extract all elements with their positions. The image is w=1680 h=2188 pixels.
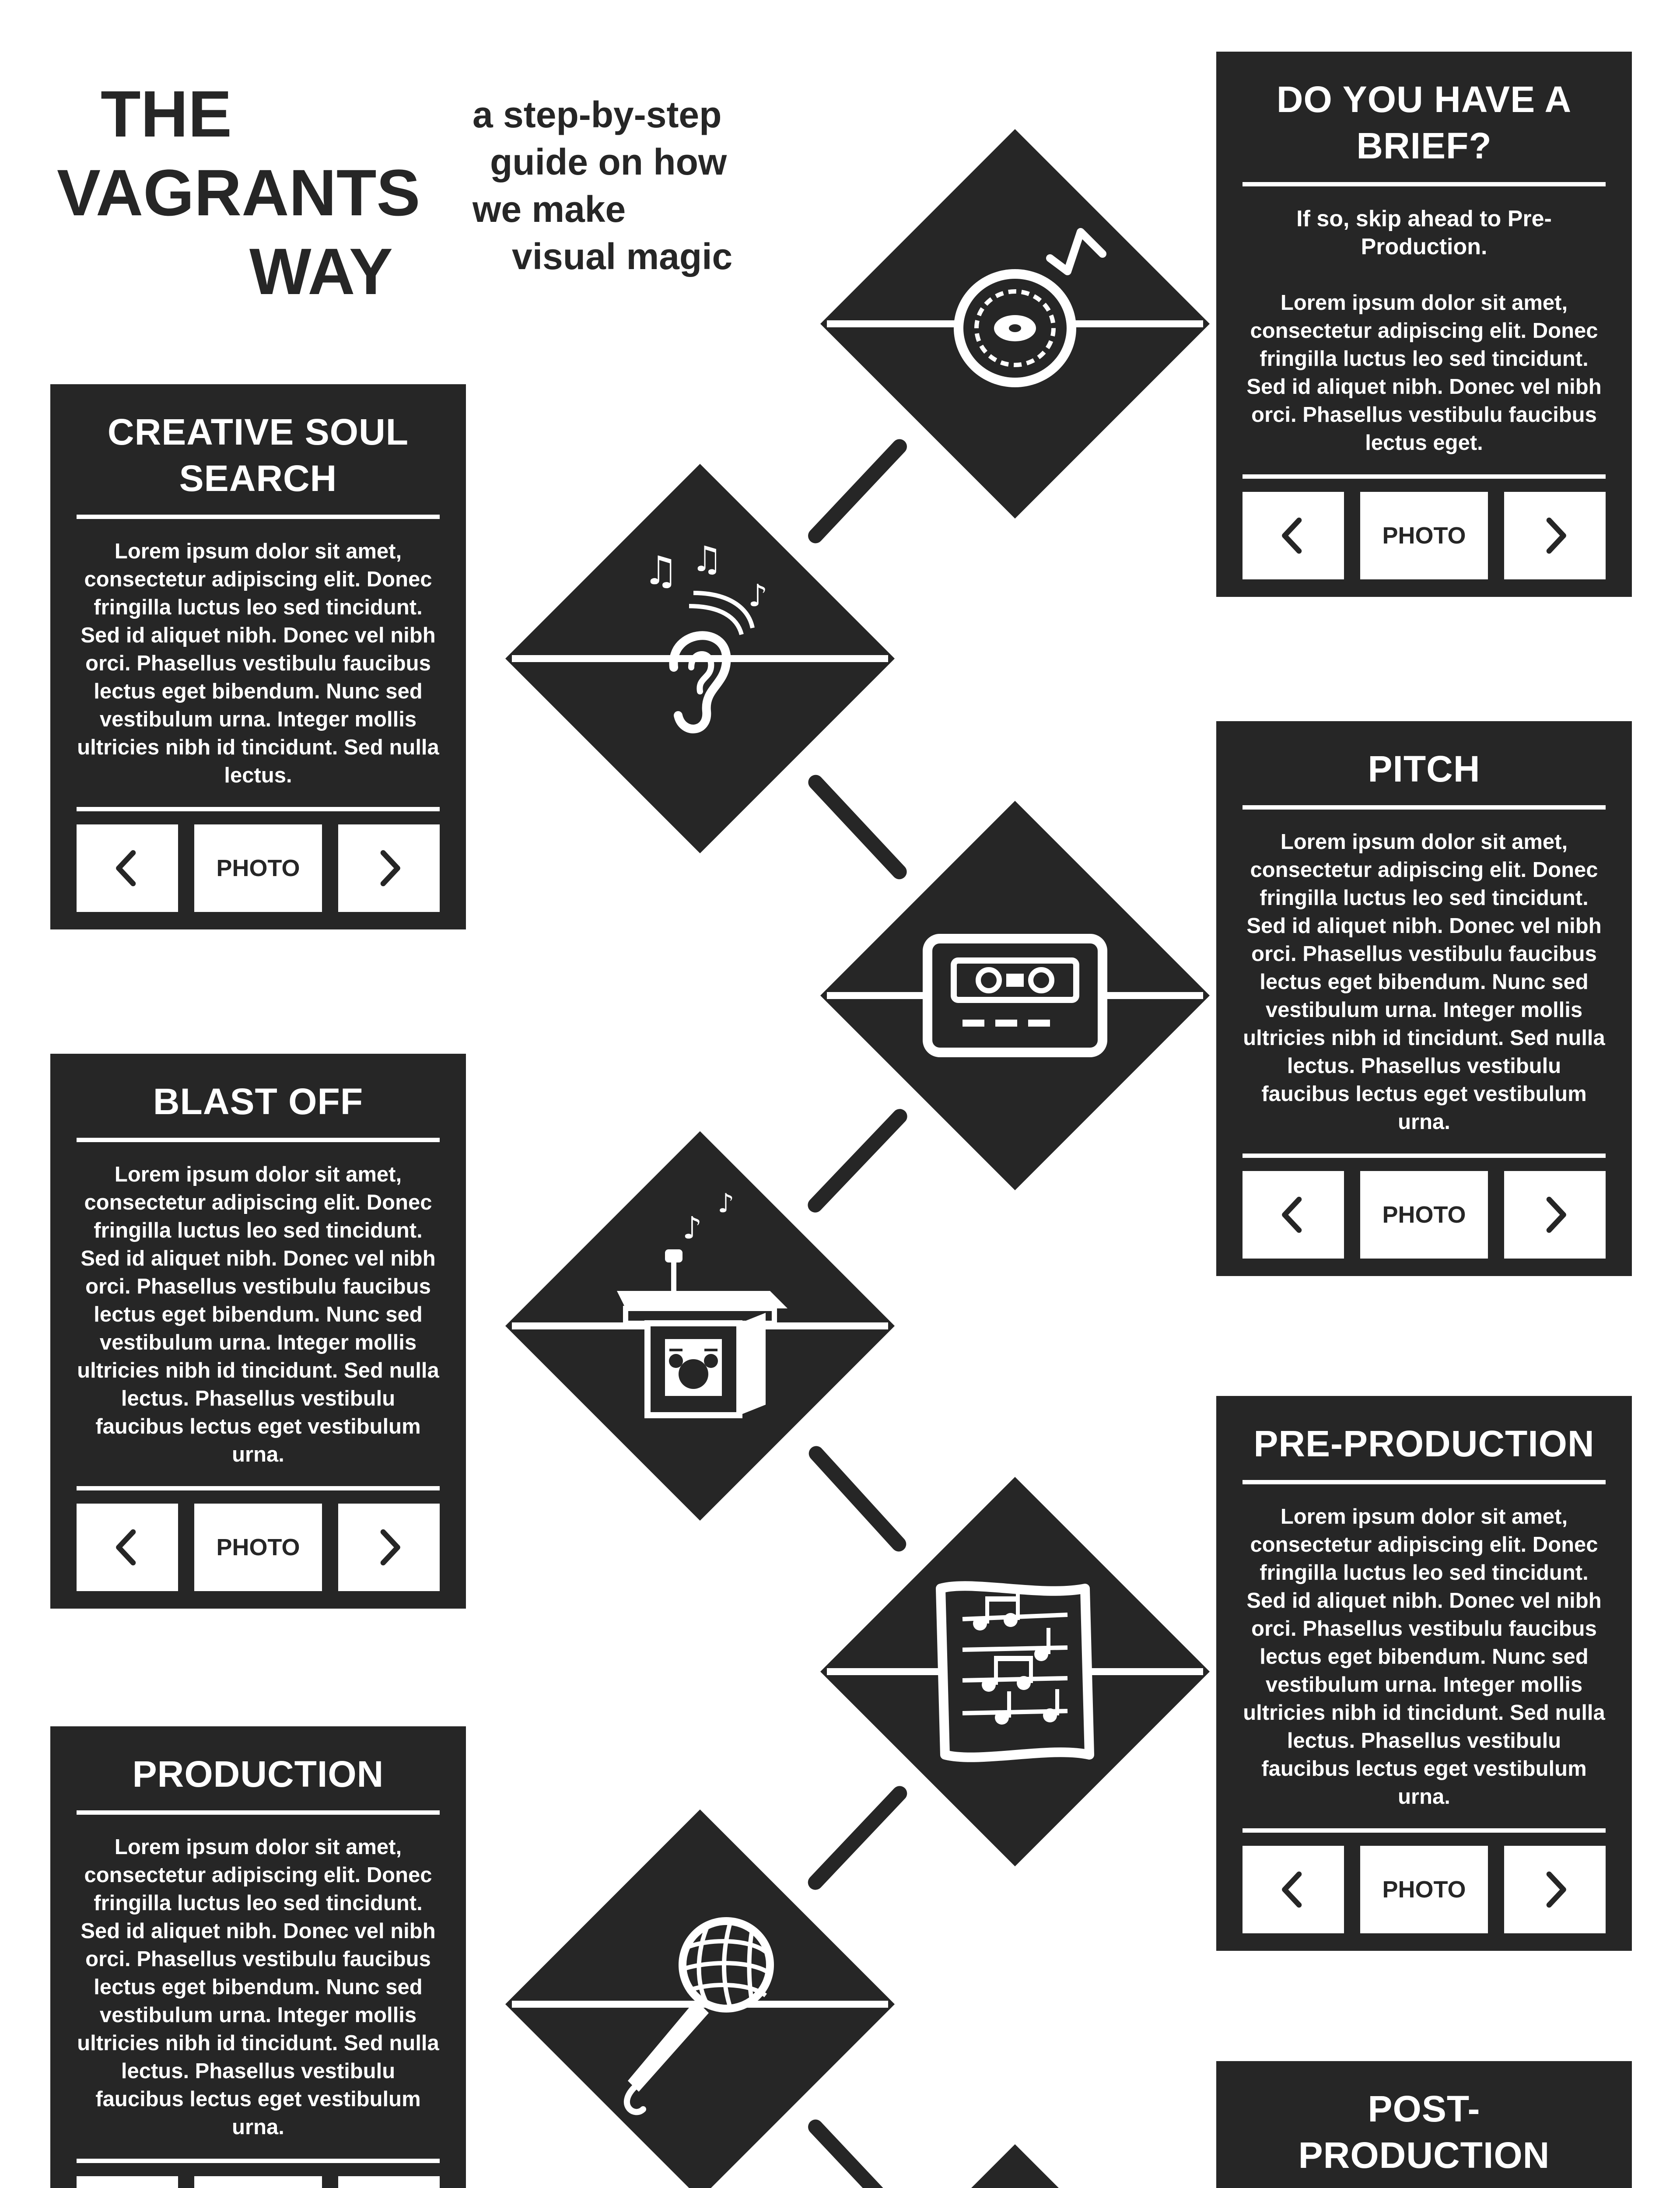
- ear-music-icon: [503, 462, 897, 856]
- title-line: VAGRANTS: [57, 156, 420, 229]
- nav-divider: [77, 1486, 440, 1490]
- page-title: [57, 74, 451, 311]
- previous-photo-button[interactable]: [1242, 492, 1344, 579]
- step-title: PITCH: [1368, 748, 1480, 789]
- monitor-video-icon: [818, 2142, 1212, 2188]
- page-subtitle: [468, 91, 774, 280]
- photo-carousel: [77, 824, 440, 912]
- nav-divider: [77, 2159, 440, 2163]
- next-photo-button[interactable]: [1504, 1171, 1606, 1259]
- step-title: PRE-PRODUCTION: [1253, 1423, 1595, 1464]
- step-subtitle: If so, skip ahead to Pre-Production.: [1296, 206, 1552, 259]
- chevron-left-icon: [103, 844, 151, 892]
- title-divider: [1242, 182, 1606, 186]
- step-title: CREATIVE SOUL SEARCH: [107, 411, 409, 499]
- step-body: Lorem ipsum dolor sit amet, consectetur adipiscing elit. Donec fringilla luctus leo sed tincidunt. Sed id aliquet nibh. Donec vel nibh orci. Phasellus vestibulu faucibus lectus eget bibendum. Nunc sed vestibulum urna. Integer mollis ultricies nibh id tincidunt. Sed nulla lectus. Phasellus vestibulu faucibus lectus eget vestibulum urna.: [1243, 830, 1605, 1134]
- step-body: Lorem ipsum dolor sit amet, consectetur adipiscing elit. Donec fringilla luctus leo sed tincidunt. Sed id aliquet nibh. Donec vel nibh orci. Phasellus vestibulu faucibus lectus eget bibendum. Nunc sed vestibulum urna. Integer mollis ultricies nibh id tincidunt. Sed nulla lectus. Phasellus vestibulu faucibus lectus eget vestibulum urna.: [77, 1835, 439, 2139]
- photo-carousel: [77, 2176, 440, 2188]
- next-photo-button[interactable]: [1504, 492, 1606, 579]
- title-divider: [77, 515, 440, 519]
- subtitle-line: guide on how: [490, 141, 727, 182]
- chevron-left-icon: [1269, 512, 1317, 560]
- subtitle-line: we make: [472, 189, 626, 230]
- step-card: [50, 1726, 466, 2188]
- chevron-right-icon: [365, 844, 413, 892]
- step-card: [50, 1054, 466, 1609]
- step-diamond: [503, 1807, 897, 2188]
- photo-carousel: [1242, 1846, 1606, 1933]
- previous-photo-button[interactable]: [77, 824, 178, 912]
- photo-carousel: [1242, 1171, 1606, 1259]
- previous-photo-button[interactable]: [1242, 1171, 1344, 1259]
- next-photo-button[interactable]: [338, 824, 440, 912]
- photo-button[interactable]: PHOTO: [1360, 492, 1488, 579]
- chevron-right-icon: [365, 1523, 413, 1571]
- previous-photo-button[interactable]: [77, 2176, 178, 2188]
- step-body: Lorem ipsum dolor sit amet, consectetur adipiscing elit. Donec fringilla luctus leo sed tincidunt. Sed id aliquet nibh. Donec vel nibh orci. Phasellus vestibulu faucibus lectus eget bibendum. Nunc sed vestibulum urna. Integer mollis ultricies nibh id tincidunt. Sed nulla lectus.: [77, 540, 439, 787]
- chevron-right-icon: [1531, 1191, 1579, 1239]
- title-divider: [1242, 1480, 1606, 1484]
- title-divider: [77, 1138, 440, 1142]
- step-title: DO YOU HAVE A BRIEF?: [1276, 79, 1572, 166]
- subtitle-line: visual magic: [512, 236, 733, 277]
- chevron-right-icon: [1531, 512, 1579, 560]
- svg-text:♫: ♫: [643, 548, 679, 594]
- nav-divider: [1242, 1828, 1606, 1833]
- chevron-right-icon: [1531, 1865, 1579, 1914]
- step-card: [1216, 721, 1632, 1276]
- step-diamond: [818, 2142, 1212, 2188]
- previous-photo-button[interactable]: [1242, 1846, 1344, 1933]
- step-title: BLAST OFF: [153, 1081, 364, 1122]
- chevron-left-icon: [1269, 1191, 1317, 1239]
- microphone-icon: [503, 1807, 897, 2188]
- photo-button[interactable]: [194, 2176, 322, 2188]
- photo-carousel: [77, 1504, 440, 1591]
- nav-divider: [77, 807, 440, 811]
- step-card: [50, 384, 466, 929]
- subtitle-line: a step-by-step: [472, 94, 722, 135]
- svg-text:♪: ♪: [748, 578, 768, 614]
- next-photo-button[interactable]: [338, 1504, 440, 1591]
- step-diamond: [503, 462, 897, 856]
- photo-carousel: [1242, 492, 1606, 579]
- nav-divider: [1242, 1154, 1606, 1158]
- title-line: THE: [101, 77, 232, 151]
- step-title: PRODUCTION: [132, 1753, 384, 1795]
- step-body: Lorem ipsum dolor sit amet, consectetur adipiscing elit. Donec fringilla luctus leo sed tincidunt. Sed id aliquet nibh. Donec vel nibh orci. Phasellus vestibulu faucibus lectus eget bibendum. Nunc sed vestibulum urna. Integer mollis ultricies nibh id tincidunt. Sed nulla lectus. Phasellus vestibulu faucibus lectus eget vestibulum urna.: [77, 1163, 439, 1466]
- title-line: WAY: [249, 235, 393, 308]
- photo-button[interactable]: PHOTO: [1360, 1171, 1488, 1259]
- photo-button[interactable]: PHOTO: [194, 1504, 322, 1591]
- step-title: POST-PRODUCTION: [1298, 2088, 1550, 2176]
- previous-photo-button[interactable]: [77, 1504, 178, 1591]
- chevron-left-icon: [103, 1523, 151, 1571]
- photo-button[interactable]: PHOTO: [194, 824, 322, 912]
- next-photo-button[interactable]: [338, 2176, 440, 2188]
- next-photo-button[interactable]: [1504, 1846, 1606, 1933]
- svg-text:♫: ♫: [691, 539, 723, 579]
- podium-drums-icon: [503, 1129, 897, 1523]
- svg-text:♪: ♪: [682, 1210, 702, 1246]
- title-divider: [77, 1810, 440, 1815]
- step-card: [1216, 52, 1632, 597]
- step-card: [1216, 2061, 1632, 2188]
- title-divider: [1242, 805, 1606, 810]
- svg-text:♪: ♪: [718, 1188, 735, 1219]
- photo-button[interactable]: PHOTO: [1360, 1846, 1488, 1933]
- step-card: [1216, 1396, 1632, 1951]
- chevron-left-icon: [1269, 1865, 1317, 1914]
- step-body: Lorem ipsum dolor sit amet, consectetur adipiscing elit. Donec fringilla luctus leo sed tincidunt. Sed id aliquet nibh. Donec vel nibh orci. Phasellus vestibulu faucibus lectus eget.: [1246, 291, 1602, 455]
- step-body: Lorem ipsum dolor sit amet, consectetur adipiscing elit. Donec fringilla luctus leo sed tincidunt. Sed id aliquet nibh. Donec vel nibh orci. Phasellus vestibulu faucibus lectus eget bibendum. Nunc sed vestibulum urna. Integer mollis ultricies nibh id tincidunt. Sed nulla lectus. Phasellus vestibulu faucibus lectus eget vestibulum urna.: [1243, 1505, 1605, 1809]
- nav-divider: [1242, 474, 1606, 479]
- step-diamond: [503, 1129, 897, 1523]
